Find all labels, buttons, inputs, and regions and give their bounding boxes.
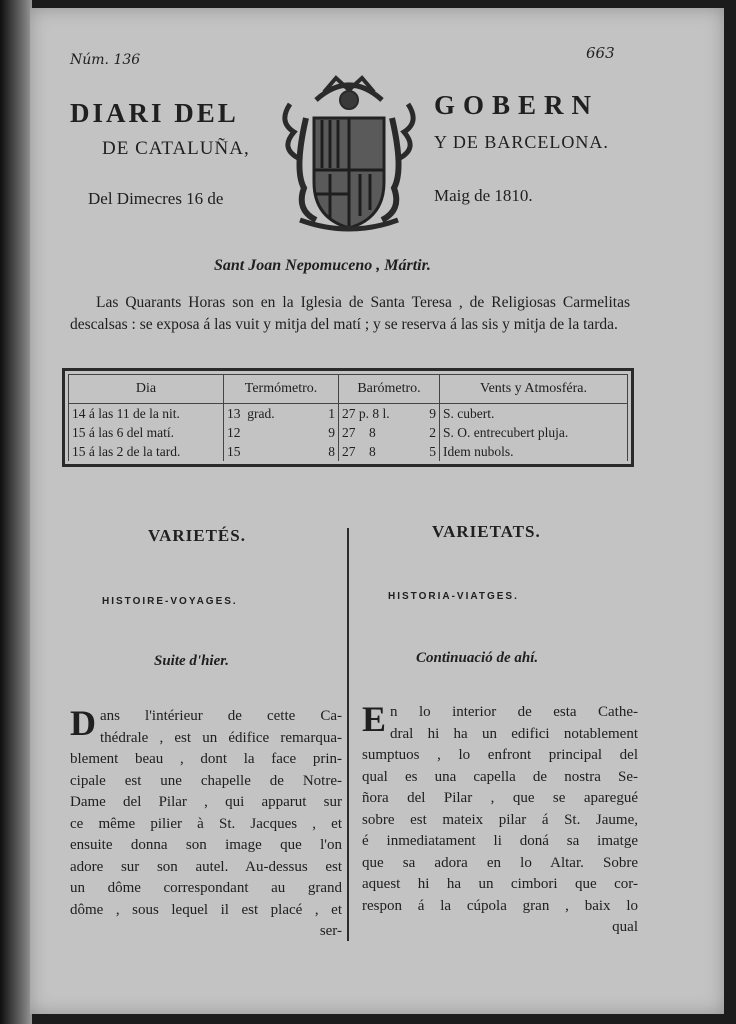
left-column-heading: VARIETÉS.: [148, 526, 246, 545]
right-line: sumptuos , lo enfront principal del: [362, 747, 638, 763]
right-line: que sa adora en lo Altar. Sobre: [362, 854, 638, 871]
right-column-heading: VARIETATS.: [432, 522, 541, 541]
title-left: DIARI DEL: [70, 98, 239, 128]
header-barometro: Barómetro.: [339, 375, 440, 404]
right-line: ñora del Pilar , que se aparegué: [362, 790, 638, 806]
page-number: 663: [586, 44, 615, 62]
row-wind: Idem nubols.: [440, 442, 628, 461]
left-line: dôme , sous lequel il est placé , et: [70, 901, 342, 918]
row-temp: [224, 442, 339, 461]
left-line: ans l'intérieur de cette Ca-: [100, 708, 342, 724]
column-divider: [347, 528, 349, 941]
left-line: Dame del Pilar , qui apparut sur: [70, 794, 342, 810]
row-dia: 14 á las 11 de la nit.: [69, 404, 224, 424]
left-line: thédrale , est un édifice remarqua-: [100, 729, 342, 746]
right-line: qual es una capella de nostra Se-: [362, 768, 638, 785]
row-wind: S. O. entrecubert pluja.: [440, 423, 628, 442]
header-dia: Dia: [69, 375, 224, 404]
row-baro: [339, 423, 440, 442]
left-line: ce même pilier à St. Jacques , et: [70, 815, 342, 832]
right-catchword: qual: [612, 919, 638, 935]
row-temp: [224, 423, 339, 442]
book-spine: [0, 0, 32, 1024]
baro-l: 8: [369, 443, 376, 459]
intro-paragraph: Las Quarants Horas son en la Iglesia de Santa Teresa , de Religiosas Carmelitas descalsas : se exposa á las vuit y mitja del matí ; y se reserva á las sis y mitja de la tarda.: [70, 294, 630, 333]
row-dia: 15 á las 2 de la tard.: [69, 442, 224, 461]
temp-frac: 9: [328, 424, 335, 440]
coat-of-arms-emblem: [276, 70, 422, 232]
right-subheading: Continuació de ahí.: [416, 650, 539, 666]
date-left: Del Dimecres 16 de: [88, 189, 224, 208]
right-line: é inmediatament li doná sa imatge: [362, 833, 638, 849]
baro-frac: 2: [429, 424, 436, 440]
right-line: sobre est mateix pilar á St. Jaume,: [362, 811, 638, 828]
left-catchword: ser-: [319, 923, 342, 939]
temp-frac: 8: [328, 443, 335, 459]
right-line: respon á la cúpola gran , baix lo: [362, 897, 638, 914]
baro-p: 27 p.: [342, 405, 369, 421]
right-line: n lo interior de esta Cathe-: [390, 704, 638, 720]
row-baro: [339, 404, 440, 424]
row-dia: 15 á las 6 del matí.: [69, 423, 224, 442]
temp-frac: 1: [328, 405, 335, 421]
temp-unit: grad.: [247, 405, 275, 421]
right-section-title: HISTORIA-VIATGES.: [388, 591, 519, 602]
baro-p: 27: [342, 443, 356, 459]
newspaper-page: [30, 8, 724, 1014]
weather-header-row: [69, 375, 628, 404]
weather-row: [69, 423, 628, 442]
weather-row: [69, 442, 628, 461]
date-right: Maig de 1810.: [434, 186, 533, 205]
baro-frac: 5: [429, 443, 436, 459]
right-column-text: [362, 699, 638, 939]
subtitle-right: Y DE BARCELONA.: [434, 132, 609, 152]
header-termometro: Termómetro.: [224, 375, 339, 404]
baro-frac: 9: [429, 405, 436, 421]
left-line: blement beau , dont la face prin-: [70, 751, 342, 767]
baro-l: 8: [369, 424, 376, 440]
saint-of-the-day: Sant Joan Nepomuceno , Mártir.: [214, 257, 431, 274]
right-line: aquest hi ha un cimbori que cor-: [362, 876, 638, 892]
right-line: dral hi ha un edifici notablement: [390, 725, 638, 742]
left-dropcap: D: [70, 703, 96, 743]
row-temp: [224, 404, 339, 424]
temp-value: 15: [227, 443, 241, 459]
left-line: ensuite donna son image que l'on: [70, 837, 342, 853]
temp-value: 12: [227, 424, 241, 440]
row-wind: S. cubert.: [440, 404, 628, 424]
right-dropcap: E: [362, 699, 387, 739]
left-subheading: Suite d'hier.: [154, 653, 230, 669]
weather-row: [69, 404, 628, 424]
left-section-title: HISTOIRE-VOYAGES.: [102, 596, 238, 607]
left-column-text: [70, 703, 342, 943]
temp-value: 13: [227, 405, 241, 421]
header-vents: Vents y Atmosféra.: [440, 375, 628, 404]
left-line: cipale est une chapelle de Notre-: [70, 772, 342, 789]
left-line: un dôme correspondant au grand: [70, 880, 342, 896]
subtitle-left: DE CATALUÑA,: [102, 138, 250, 159]
baro-l: 8 l.: [372, 405, 390, 421]
row-baro: [339, 442, 440, 461]
baro-p: 27: [342, 424, 356, 440]
weather-table: [68, 374, 628, 461]
issue-number: Núm. 136: [70, 52, 141, 68]
left-line: adore sur son autel. Au-dessus est: [70, 858, 342, 875]
title-right: GOBERN: [434, 90, 600, 120]
